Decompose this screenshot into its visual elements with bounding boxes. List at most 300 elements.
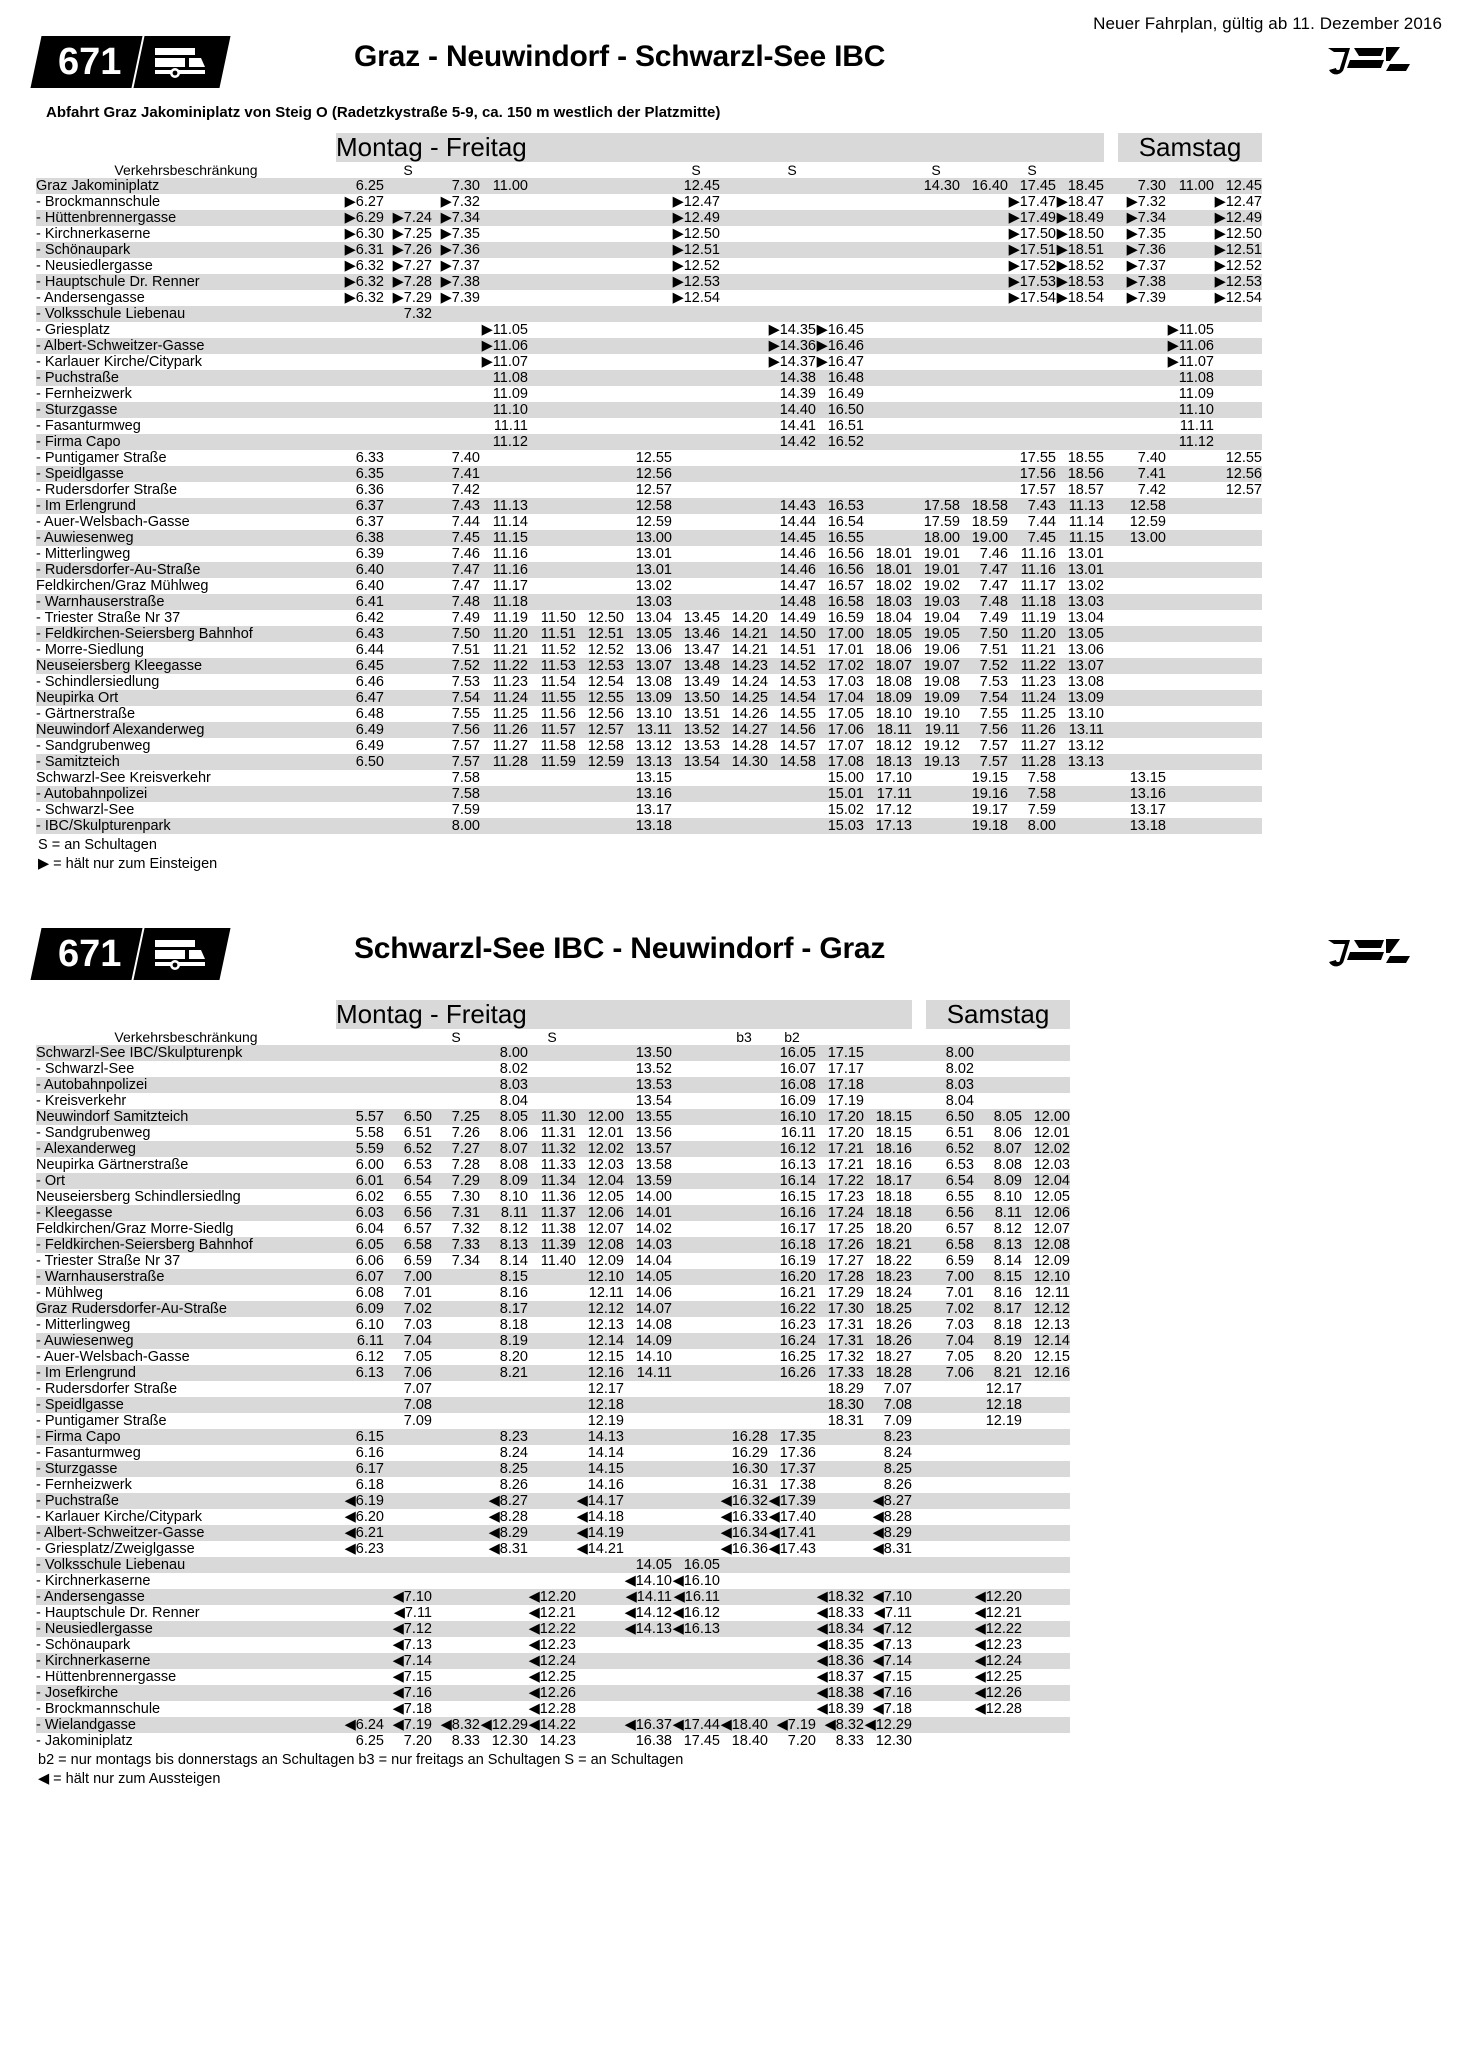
departure-time-cell: ◀12.24	[974, 1653, 1022, 1670]
group-gap	[912, 1653, 926, 1669]
stop-name-cell: - Rudersdorfer Straße	[36, 482, 178, 499]
departure-time-cell: 7.59	[451, 802, 480, 819]
departure-time-cell	[1214, 514, 1262, 530]
group-gap	[912, 1541, 926, 1557]
departure-time-cell: ◀18.40	[720, 1717, 768, 1734]
table-row	[36, 1701, 1070, 1717]
departure-time-cell: 16.48	[827, 370, 864, 387]
departure-time-cell: 7.04	[945, 1333, 974, 1350]
stop-name-cell: - Feldkirchen-Seiersberg Bahnhof	[36, 1237, 253, 1254]
departure-time-cell	[1166, 594, 1214, 610]
departure-time-cell	[1214, 498, 1262, 514]
departure-time-cell	[1022, 1397, 1070, 1413]
group-gap	[1104, 658, 1118, 674]
departure-time-cell: 8.33	[835, 1733, 864, 1750]
stop-name-cell: - Albert-Schweitzer-Gasse	[36, 338, 205, 355]
departure-time-cell	[816, 226, 864, 242]
departure-time-cell: 11.36	[540, 1189, 576, 1206]
departure-time-cell	[1214, 754, 1262, 770]
departure-time-cell: 6.49	[355, 738, 384, 755]
departure-time-cell: 8.09	[499, 1173, 528, 1190]
departure-time-cell	[1118, 354, 1166, 370]
table-row	[36, 594, 1262, 610]
departure-time-cell: 14.03	[635, 1237, 672, 1254]
departure-time-cell: ▶6.27	[344, 194, 384, 211]
departure-time-cell: ▶12.50	[1214, 226, 1262, 243]
departure-time-cell: 14.40	[779, 402, 816, 419]
departure-time-cell	[864, 434, 912, 450]
departure-time-cell: 7.58	[1027, 770, 1056, 787]
departure-time-cell	[720, 1157, 768, 1173]
departure-time-cell	[974, 1717, 1022, 1733]
departure-time-cell	[926, 1397, 974, 1413]
departure-time-cell: 6.41	[355, 594, 384, 611]
departure-time-cell: 11.14	[492, 514, 528, 531]
departure-time-cell: 17.28	[827, 1269, 864, 1286]
departure-time-cell: 12.09	[587, 1253, 624, 1270]
departure-time-cell	[384, 194, 432, 210]
departure-time-cell	[672, 802, 720, 818]
group-gap	[912, 1445, 926, 1461]
table-row	[36, 690, 1262, 706]
departure-time-cell	[974, 1461, 1022, 1477]
restriction-cell	[432, 162, 480, 178]
departure-time-cell: 6.04	[355, 1221, 384, 1238]
departure-time-cell: 17.19	[827, 1093, 864, 1110]
departure-time-cell: ▶11.05	[481, 322, 528, 339]
departure-time-cell	[768, 178, 816, 194]
departure-time-cell	[528, 1045, 576, 1061]
departure-time-cell	[720, 546, 768, 562]
departure-time-cell: 8.09	[993, 1173, 1022, 1190]
departure-time-cell	[672, 1253, 720, 1269]
departure-time-cell: 18.17	[875, 1173, 912, 1190]
restriction-cell	[480, 1029, 528, 1045]
departure-time-cell: 13.46	[683, 626, 720, 643]
bus-icon	[134, 928, 231, 980]
stop-name-cell: - Ort	[36, 1173, 65, 1190]
departure-time-cell	[672, 1077, 720, 1093]
departure-time-cell: 7.51	[451, 642, 480, 659]
group-gap	[912, 1685, 926, 1701]
departure-time-cell: 18.31	[827, 1413, 864, 1430]
departure-time-cell: 6.58	[403, 1237, 432, 1254]
departure-time-cell	[912, 354, 960, 370]
departure-time-cell: 7.32	[451, 1221, 480, 1238]
footnote-1-a: S = an Schultagen	[38, 837, 157, 854]
table-row	[36, 258, 1262, 274]
departure-time-cell: 13.04	[635, 610, 672, 627]
departure-time-cell: 16.14	[779, 1173, 816, 1190]
restriction-cell	[384, 1029, 432, 1045]
group-gap	[912, 1077, 926, 1093]
stop-name-cell: - Im Erlengrund	[36, 498, 136, 515]
departure-time-cell	[1214, 402, 1262, 418]
departure-time-cell: 8.03	[499, 1077, 528, 1094]
restriction-cell	[974, 1029, 1022, 1045]
departure-time-cell: 7.54	[451, 690, 480, 707]
departure-time-cell	[1118, 306, 1166, 322]
operator-logo	[1324, 934, 1412, 979]
departure-time-cell: 18.20	[875, 1221, 912, 1238]
departure-time-cell: 16.26	[779, 1365, 816, 1382]
departure-time-cell: 11.57	[540, 722, 576, 739]
departure-time-cell	[1118, 738, 1166, 754]
departure-time-cell: 17.58	[923, 498, 960, 515]
departure-time-cell	[864, 514, 912, 530]
departure-time-cell: 13.16	[1129, 786, 1166, 803]
departure-time-cell	[1056, 354, 1104, 370]
departure-time-cell: 18.57	[1067, 482, 1104, 499]
departure-time-cell: ▶6.31	[344, 242, 384, 259]
table-row	[36, 210, 1262, 226]
departure-time-cell	[816, 306, 864, 322]
stop-name-cell: - Auer-Welsbach-Gasse	[36, 1349, 190, 1366]
table-row	[36, 1573, 1070, 1589]
departure-time-cell	[528, 1381, 576, 1397]
table-row	[36, 530, 1262, 546]
footnote-2-b: ◀ = hält nur zum Aussteigen	[38, 1771, 221, 1788]
departure-time-cell: 13.07	[1067, 658, 1104, 675]
stop-name-cell: Graz Rudersdorfer-Au-Straße	[36, 1301, 227, 1318]
departure-time-cell: 12.06	[1033, 1205, 1070, 1222]
departure-time-cell: ◀8.28	[872, 1509, 912, 1526]
departure-time-cell: 7.54	[979, 690, 1008, 707]
table-row	[36, 1557, 1070, 1573]
departure-time-cell	[768, 242, 816, 258]
departure-time-cell: 8.11	[500, 1205, 528, 1222]
departure-time-cell: ◀18.35	[816, 1637, 864, 1654]
table-row	[36, 322, 1262, 338]
departure-time-cell	[336, 1701, 384, 1717]
departure-time-cell: 12.56	[587, 706, 624, 723]
departure-time-cell	[926, 1621, 974, 1637]
departure-time-cell	[432, 1541, 480, 1557]
departure-time-cell: ◀7.15	[392, 1669, 432, 1686]
departure-time-cell: 19.13	[923, 754, 960, 771]
departure-time-cell	[528, 210, 576, 226]
departure-time-cell: 17.13	[875, 818, 912, 835]
restriction-cell	[336, 162, 384, 178]
departure-time-cell: 12.00	[587, 1109, 624, 1126]
departure-time-cell	[384, 642, 432, 658]
departure-time-cell: 7.31	[451, 1205, 480, 1222]
stop-name-cell: - Andersengasse	[36, 290, 145, 307]
departure-time-cell: ◀8.29	[488, 1525, 528, 1542]
departure-time-cell: 12.00	[1033, 1109, 1070, 1126]
stop-name-cell: - Hauptschule Dr. Renner	[36, 274, 200, 291]
group-gap	[1104, 770, 1118, 786]
departure-time-cell: ◀6.21	[344, 1525, 384, 1542]
departure-time-cell: ◀12.22	[528, 1621, 576, 1638]
departure-time-cell	[432, 1349, 480, 1365]
departure-time-cell	[926, 1733, 974, 1749]
departure-time-cell	[926, 1557, 974, 1573]
departure-time-cell: ◀18.34	[816, 1621, 864, 1638]
departure-time-cell: 13.52	[683, 722, 720, 739]
departure-time-cell	[974, 1477, 1022, 1493]
departure-time-cell	[432, 1301, 480, 1317]
departure-time-cell: 7.26	[451, 1125, 480, 1142]
departure-time-cell	[576, 1589, 624, 1605]
departure-time-cell: 11.30	[540, 1109, 576, 1126]
route-title-2: Schwarzl-See IBC - Neuwindorf - Graz	[354, 932, 886, 966]
departure-time-cell	[384, 818, 432, 834]
stop-name-cell: - Sandgrubenweg	[36, 738, 151, 755]
departure-time-cell: ◀7.16	[392, 1685, 432, 1702]
departure-time-cell: ▶11.06	[481, 338, 528, 355]
departure-time-cell: 11.54	[540, 674, 576, 691]
departure-time-cell	[720, 1333, 768, 1349]
restriction-cell: b2	[784, 1029, 800, 1046]
departure-time-cell: 14.54	[779, 690, 816, 707]
departure-time-cell	[720, 1397, 768, 1413]
group-gap	[912, 1125, 926, 1141]
departure-time-cell: 14.47	[779, 578, 816, 595]
stop-name-cell: Schwarzl-See IBC/Skulpturenpk	[36, 1045, 243, 1062]
footnote-1-b: ▶ = hält nur zum Einsteigen	[38, 856, 218, 873]
departure-time-cell: 19.16	[971, 786, 1008, 803]
departure-time-cell: ▶7.39	[1126, 290, 1166, 307]
departure-time-cell	[720, 1701, 768, 1717]
validity-notice: Neuer Fahrplan, gültig ab 11. Dezember 2016	[1093, 14, 1442, 33]
departure-time-cell: 17.35	[779, 1429, 816, 1446]
departure-time-cell	[768, 274, 816, 290]
stop-name-cell: Graz Jakominiplatz	[36, 178, 160, 195]
departure-time-cell	[432, 1333, 480, 1349]
departure-time-cell: ◀16.34	[720, 1525, 768, 1542]
departure-time-cell: 6.40	[355, 578, 384, 595]
departure-time-cell: 6.37	[355, 498, 384, 515]
departure-time-cell	[672, 1301, 720, 1317]
departure-time-cell: 8.20	[993, 1349, 1022, 1366]
departure-time-cell: 6.56	[945, 1205, 974, 1222]
group-gap	[912, 1557, 926, 1573]
departure-time-cell	[768, 466, 816, 482]
departure-time-cell	[864, 1077, 912, 1093]
departure-time-cell	[432, 1621, 480, 1637]
departure-time-cell: 7.45	[451, 530, 480, 547]
departure-time-cell	[384, 562, 432, 578]
departure-time-cell: 12.05	[1033, 1189, 1070, 1206]
departure-time-cell	[528, 1269, 576, 1285]
departure-time-cell	[480, 466, 528, 482]
departure-time-cell	[1022, 1093, 1070, 1109]
departure-time-cell: ◀17.44	[672, 1717, 720, 1734]
departure-time-cell: 11.11	[1179, 418, 1214, 435]
departure-time-cell	[926, 1477, 974, 1493]
departure-time-cell: 11.16	[492, 562, 528, 579]
departure-time-cell: 7.47	[451, 578, 480, 595]
group-gap	[1104, 642, 1118, 658]
departure-time-cell	[960, 242, 1008, 258]
departure-time-cell	[624, 1637, 672, 1653]
departure-time-cell	[974, 1093, 1022, 1109]
departure-time-cell	[816, 1445, 864, 1461]
table-row	[36, 370, 1262, 386]
departure-time-cell: 6.44	[355, 642, 384, 659]
departure-time-cell	[528, 770, 576, 786]
departure-time-cell	[624, 1525, 672, 1541]
departure-time-cell: 6.36	[355, 482, 384, 499]
group-gap	[1104, 402, 1118, 418]
group-gap	[1104, 370, 1118, 386]
departure-time-cell	[960, 194, 1008, 210]
departure-time-cell	[1214, 674, 1262, 690]
departure-time-cell	[720, 1061, 768, 1077]
departure-time-cell	[384, 1493, 432, 1509]
departure-time-cell	[672, 402, 720, 418]
departure-time-cell	[528, 194, 576, 210]
departure-time-cell	[672, 1461, 720, 1477]
departure-time-cell	[864, 306, 912, 322]
departure-time-cell: 6.38	[355, 530, 384, 547]
departure-time-cell: 14.02	[635, 1221, 672, 1238]
departure-time-cell: ◀8.31	[872, 1541, 912, 1558]
departure-time-cell	[432, 1285, 480, 1301]
departure-time-cell: ◀8.32	[824, 1717, 864, 1734]
departure-time-cell: 8.16	[499, 1285, 528, 1302]
departure-time-cell	[1166, 738, 1214, 754]
departure-time-cell: 19.15	[971, 770, 1008, 787]
restriction-cell: S	[691, 162, 701, 179]
departure-time-cell: 19.05	[923, 626, 960, 643]
departure-time-cell: 11.58	[540, 738, 576, 755]
departure-time-cell	[672, 1365, 720, 1381]
departure-time-cell	[974, 1525, 1022, 1541]
group-gap	[1104, 594, 1118, 610]
departure-time-cell: 16.50	[827, 402, 864, 419]
departure-time-cell: ◀14.10	[624, 1573, 672, 1590]
departure-time-cell: ▶11.06	[1167, 338, 1214, 355]
departure-time-cell	[864, 242, 912, 258]
departure-time-cell	[1118, 722, 1166, 738]
departure-time-cell	[576, 1685, 624, 1701]
group-gap	[912, 1317, 926, 1333]
departure-time-cell: 7.58	[451, 786, 480, 803]
departure-time-cell: 7.08	[883, 1397, 912, 1414]
departure-time-cell	[720, 1685, 768, 1701]
departure-time-cell	[1056, 370, 1104, 386]
departure-time-cell: 13.00	[635, 530, 672, 547]
departure-time-cell	[912, 466, 960, 482]
departure-time-cell	[624, 258, 672, 274]
departure-time-cell	[336, 1077, 384, 1093]
departure-time-cell: 14.44	[779, 514, 816, 531]
departure-time-cell: 11.53	[540, 658, 576, 675]
departure-time-cell: ◀12.25	[974, 1669, 1022, 1686]
departure-time-cell	[672, 1285, 720, 1301]
departure-time-cell	[672, 482, 720, 498]
departure-time-cell: 13.16	[635, 786, 672, 803]
departure-time-cell	[768, 1413, 816, 1429]
departure-time-cell	[1166, 226, 1214, 242]
departure-time-cell: ◀6.23	[344, 1541, 384, 1558]
line-number-2: 671	[30, 928, 142, 980]
departure-time-cell: ◀12.26	[528, 1685, 576, 1702]
departure-time-cell	[1008, 434, 1056, 450]
departure-time-cell: 16.20	[779, 1269, 816, 1286]
day-group-header-row	[36, 133, 1262, 162]
departure-time-cell: ▶18.49	[1056, 210, 1104, 227]
spacer-cell	[36, 1000, 336, 1029]
departure-time-cell: 7.08	[403, 1397, 432, 1414]
departure-time-cell	[672, 1205, 720, 1221]
departure-time-cell: 16.22	[779, 1301, 816, 1318]
departure-time-cell: ▶7.34	[1126, 210, 1166, 227]
stop-name-cell: - Josefkirche	[36, 1685, 119, 1702]
departure-time-cell: 11.16	[1020, 562, 1056, 579]
group-gap	[1104, 626, 1118, 642]
departure-time-cell	[576, 498, 624, 514]
departure-time-cell	[576, 450, 624, 466]
table-row	[36, 338, 1262, 354]
table-row	[36, 1141, 1070, 1157]
departure-time-cell	[432, 1045, 480, 1061]
stop-name-cell: - Puntigamer Straße	[36, 450, 167, 467]
departure-time-cell	[1166, 770, 1214, 786]
departure-time-cell: 12.11	[588, 1285, 624, 1302]
departure-time-cell: ▶7.38	[440, 274, 480, 291]
departure-time-cell: 6.47	[355, 690, 384, 707]
departure-time-cell	[384, 802, 432, 818]
departure-time-cell: 12.08	[587, 1237, 624, 1254]
departure-time-cell: 6.15	[355, 1429, 384, 1446]
departure-time-cell: 8.02	[945, 1061, 974, 1078]
restriction-cell	[624, 1029, 672, 1045]
departure-time-cell	[480, 242, 528, 258]
departure-time-cell: 17.07	[827, 738, 864, 755]
departure-time-cell: 14.30	[923, 178, 960, 195]
departure-time-cell: 12.05	[587, 1189, 624, 1206]
departure-time-cell	[576, 530, 624, 546]
departure-time-cell	[528, 498, 576, 514]
departure-time-cell	[1166, 578, 1214, 594]
departure-time-cell: 16.51	[827, 418, 864, 435]
stop-name-cell: - Sturzgasse	[36, 402, 118, 419]
departure-time-cell	[960, 386, 1008, 402]
stop-name-cell: - Kreisverkehr	[36, 1093, 127, 1110]
departure-time-cell	[432, 1397, 480, 1413]
departure-time-cell	[1214, 642, 1262, 658]
departure-time-cell	[384, 1509, 432, 1525]
departure-time-cell	[1022, 1605, 1070, 1621]
table-row	[36, 1541, 1070, 1557]
departure-time-cell	[720, 786, 768, 802]
departure-time-cell: 18.27	[875, 1349, 912, 1366]
departure-time-cell	[528, 306, 576, 322]
departure-time-cell: 11.24	[492, 690, 528, 707]
departure-time-cell	[672, 1141, 720, 1157]
group-gap	[1104, 578, 1118, 594]
departure-time-cell: ▶17.50	[1008, 226, 1056, 243]
departure-time-cell	[576, 210, 624, 226]
departure-time-cell	[672, 1669, 720, 1685]
departure-time-cell: 7.50	[979, 626, 1008, 643]
departure-time-cell	[1166, 754, 1214, 770]
departure-time-cell: 6.02	[355, 1189, 384, 1206]
departure-time-cell: 16.57	[827, 578, 864, 595]
weekday-group-header: Montag - Freitag	[336, 133, 1104, 162]
departure-time-cell	[528, 482, 576, 498]
departure-time-cell	[336, 1573, 384, 1589]
departure-time-cell	[576, 1573, 624, 1589]
departure-time-cell: ◀12.25	[528, 1669, 576, 1686]
table-row	[36, 1125, 1070, 1141]
table-row	[36, 402, 1262, 418]
restriction-row	[36, 162, 1262, 178]
departure-time-cell	[432, 1477, 480, 1493]
